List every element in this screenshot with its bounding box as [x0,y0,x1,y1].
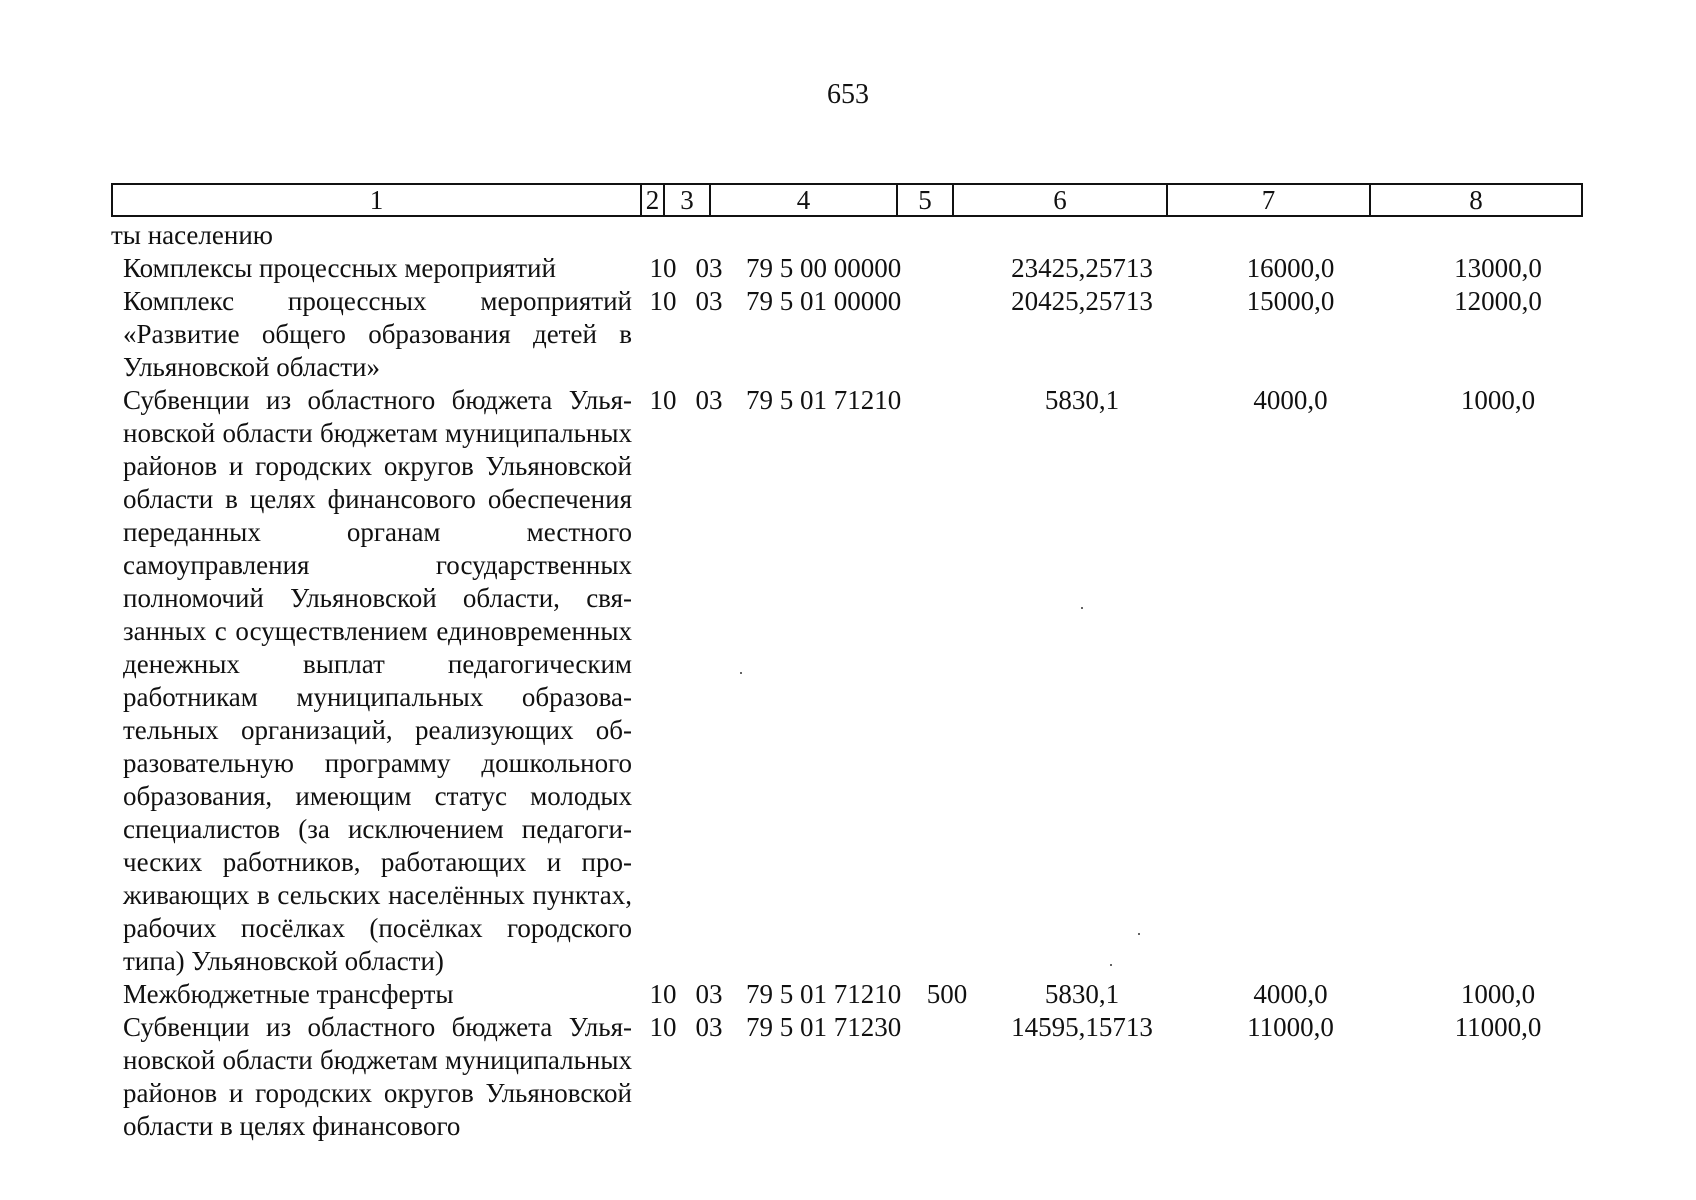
row-target-code [732,219,919,252]
row-description: Комплекс процессных мероприятий «Развитие общего образования детей в Ульяновской области» [123,286,632,382]
row-amount-col6: 5830,1 [1044,385,1120,415]
row-amount-col6: 5830,1 [1044,979,1120,1009]
row-section: 10 [649,979,677,1009]
row-description: Межбюджетные трансферты [123,979,454,1009]
row-amount-col8: 12000,0 [1454,286,1542,316]
row-target-code: 79 5 01 71210 [746,979,902,1009]
row-amount-col8: 1000,0 [1460,979,1536,1009]
column-header-4: 4 [710,184,897,216]
row-expense-type: 500 [926,979,968,1009]
row-amount-col8: 11000,0 [1454,1012,1542,1042]
row-amount-col8 [1392,219,1604,252]
row-expense-type [919,219,975,252]
scan-speck [1081,607,1083,609]
table-row [111,219,1604,252]
row-amount-col7: 16000,0 [1246,253,1335,283]
scan-speck [1110,964,1112,966]
column-header-1: 1 [112,184,641,216]
row-amount-col7 [1189,219,1392,252]
row-amount-col7: 11000,0 [1247,1012,1334,1042]
table-body [111,219,1604,1143]
row-target-code: 79 5 01 00000 [746,286,902,316]
row-subsection: 03 [695,286,723,316]
row-description: Субвенции из областного бюджета Ульяновской области бюджетам муниципальных районов и городских округов Ульяновской области в целях финансового обеспечения переданных органам местного самоуправления государственных полномочий Ульяновской области, связанных с осуществлением единовременных денежных выплат педагогическим работникам муниципальных образовательных организаций, реализующих образовательную программу дошкольного образования, имеющим статус молодых специалистов (за исключением педагогических работников, работающих и проживающих в сельских населённых пунктах, рабочих посёлках (посёлках городского типа) Ульяновской области) [123,385,632,976]
row-target-code: 79 5 01 71210 [746,385,902,415]
table-row [111,1011,1604,1143]
column-header-2: 2 [641,184,664,216]
row-description: ты населению [111,220,273,250]
row-section: 10 [649,385,677,415]
row-expense-type [919,384,975,978]
row-subsection: 03 [695,253,723,283]
row-amount-col7: 15000,0 [1246,286,1335,316]
column-header-6: 6 [953,184,1167,216]
table-row [111,285,1604,384]
row-section: 10 [649,253,677,283]
row-subsection: 03 [695,1012,723,1042]
row-expense-type [919,285,975,384]
row-amount-col6 [975,219,1189,252]
column-header-5: 5 [897,184,953,216]
table-row [111,978,1604,1011]
table-row [111,252,1604,285]
row-amount-col8: 1000,0 [1460,385,1536,415]
row-subsection [686,219,732,252]
table-header [111,183,1583,217]
row-amount-col6: 14595,15713 [1011,1012,1153,1042]
row-amount-col7: 4000,0 [1253,385,1328,415]
scan-speck [1138,933,1140,935]
row-description: Комплексы процессных мероприятий [123,253,556,283]
table-row [111,384,1604,978]
row-expense-type [919,252,975,285]
row-subsection: 03 [695,385,723,415]
column-header-7: 7 [1167,184,1370,216]
row-target-code: 79 5 01 71230 [746,1012,902,1042]
column-header-3: 3 [664,184,710,216]
row-amount-col6: 20425,25713 [1011,286,1153,316]
row-amount-col8: 13000,0 [1454,253,1542,283]
row-amount-col6: 23425,25713 [1011,253,1153,283]
column-header-8: 8 [1370,184,1582,216]
row-subsection: 03 [695,979,723,1009]
row-amount-col7: 4000,0 [1253,979,1328,1009]
row-section [640,219,686,252]
row-section: 10 [649,286,677,316]
row-target-code: 79 5 00 00000 [746,253,902,283]
row-description: Субвенции из областного бюджета Ульяновской области бюджетам муниципальных районов и городских округов Ульяновской области в целях финансового [123,1012,632,1141]
row-section: 10 [649,1012,677,1042]
page-number: 653 [827,79,869,110]
scan-speck [740,672,742,674]
row-expense-type [919,1011,975,1143]
